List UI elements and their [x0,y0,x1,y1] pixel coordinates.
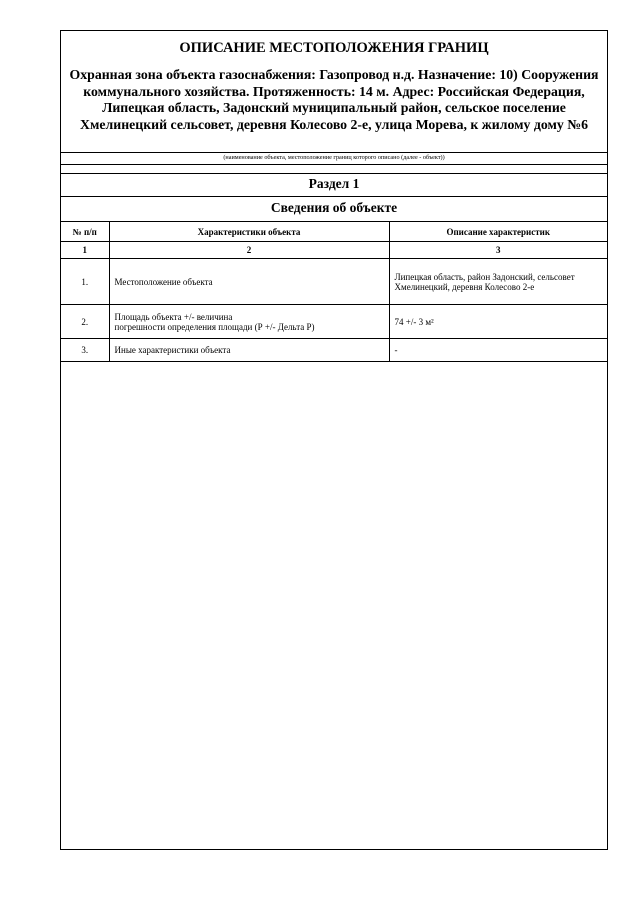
divider-section [61,173,607,174]
column-number: 3 [389,242,607,259]
divider-caption [61,164,607,165]
header-characteristic: Характеристики объекта [109,222,389,242]
header-num: № п/п [61,222,109,242]
row-characteristic: Местоположение объекта [109,259,389,305]
row-num: 1. [61,259,109,305]
table-header-row [61,222,607,242]
divider-top [61,152,607,153]
section-label: Раздел 1 [308,176,360,191]
object-caption: (наименование объекта, местоположение границ которого описано (далее - объект)) [223,154,445,161]
document-frame [60,30,608,850]
row-num: 3. [61,339,109,362]
column-number-row [61,242,607,259]
table-row [61,339,607,362]
row-characteristic: Иные характеристики объекта [109,339,389,362]
section-title: Сведения об объекте [270,200,398,215]
column-number: 1 [61,242,109,259]
row-characteristic: Площадь объекта +/- величина погрешности определения площади (Р +/- Дельта Р) [109,305,389,339]
row-description: 74 +/- 3 м² [389,305,607,339]
row-description: - [389,339,607,362]
document-title: ОПИСАНИЕ МЕСТОПОЛОЖЕНИЯ ГРАНИЦ [179,40,489,56]
row-description: Липецкая область, район Задонский, сельсовет Хмелинецкий, деревня Колесово 2-е [389,259,607,305]
table-row [61,259,607,305]
table-row [61,305,607,339]
row-num: 2. [61,305,109,339]
object-name: Охранная зона объекта газоснабжения: Газопровод н.д. Назначение: 10) Сооружения коммунального хозяйства. Протяженность: 14 м. Адрес: Российская Федерация, Липецкая область, Задонский муниципальный район, сельское поселение Хмелинецкий сельсовет, деревня Колесово 2-е, улица Морева, к жилому дому №6 [69,67,599,132]
divider-section-title [61,196,607,197]
column-number: 2 [109,242,389,259]
object-info-table [61,221,607,362]
header-description: Описание характеристик [389,222,607,242]
